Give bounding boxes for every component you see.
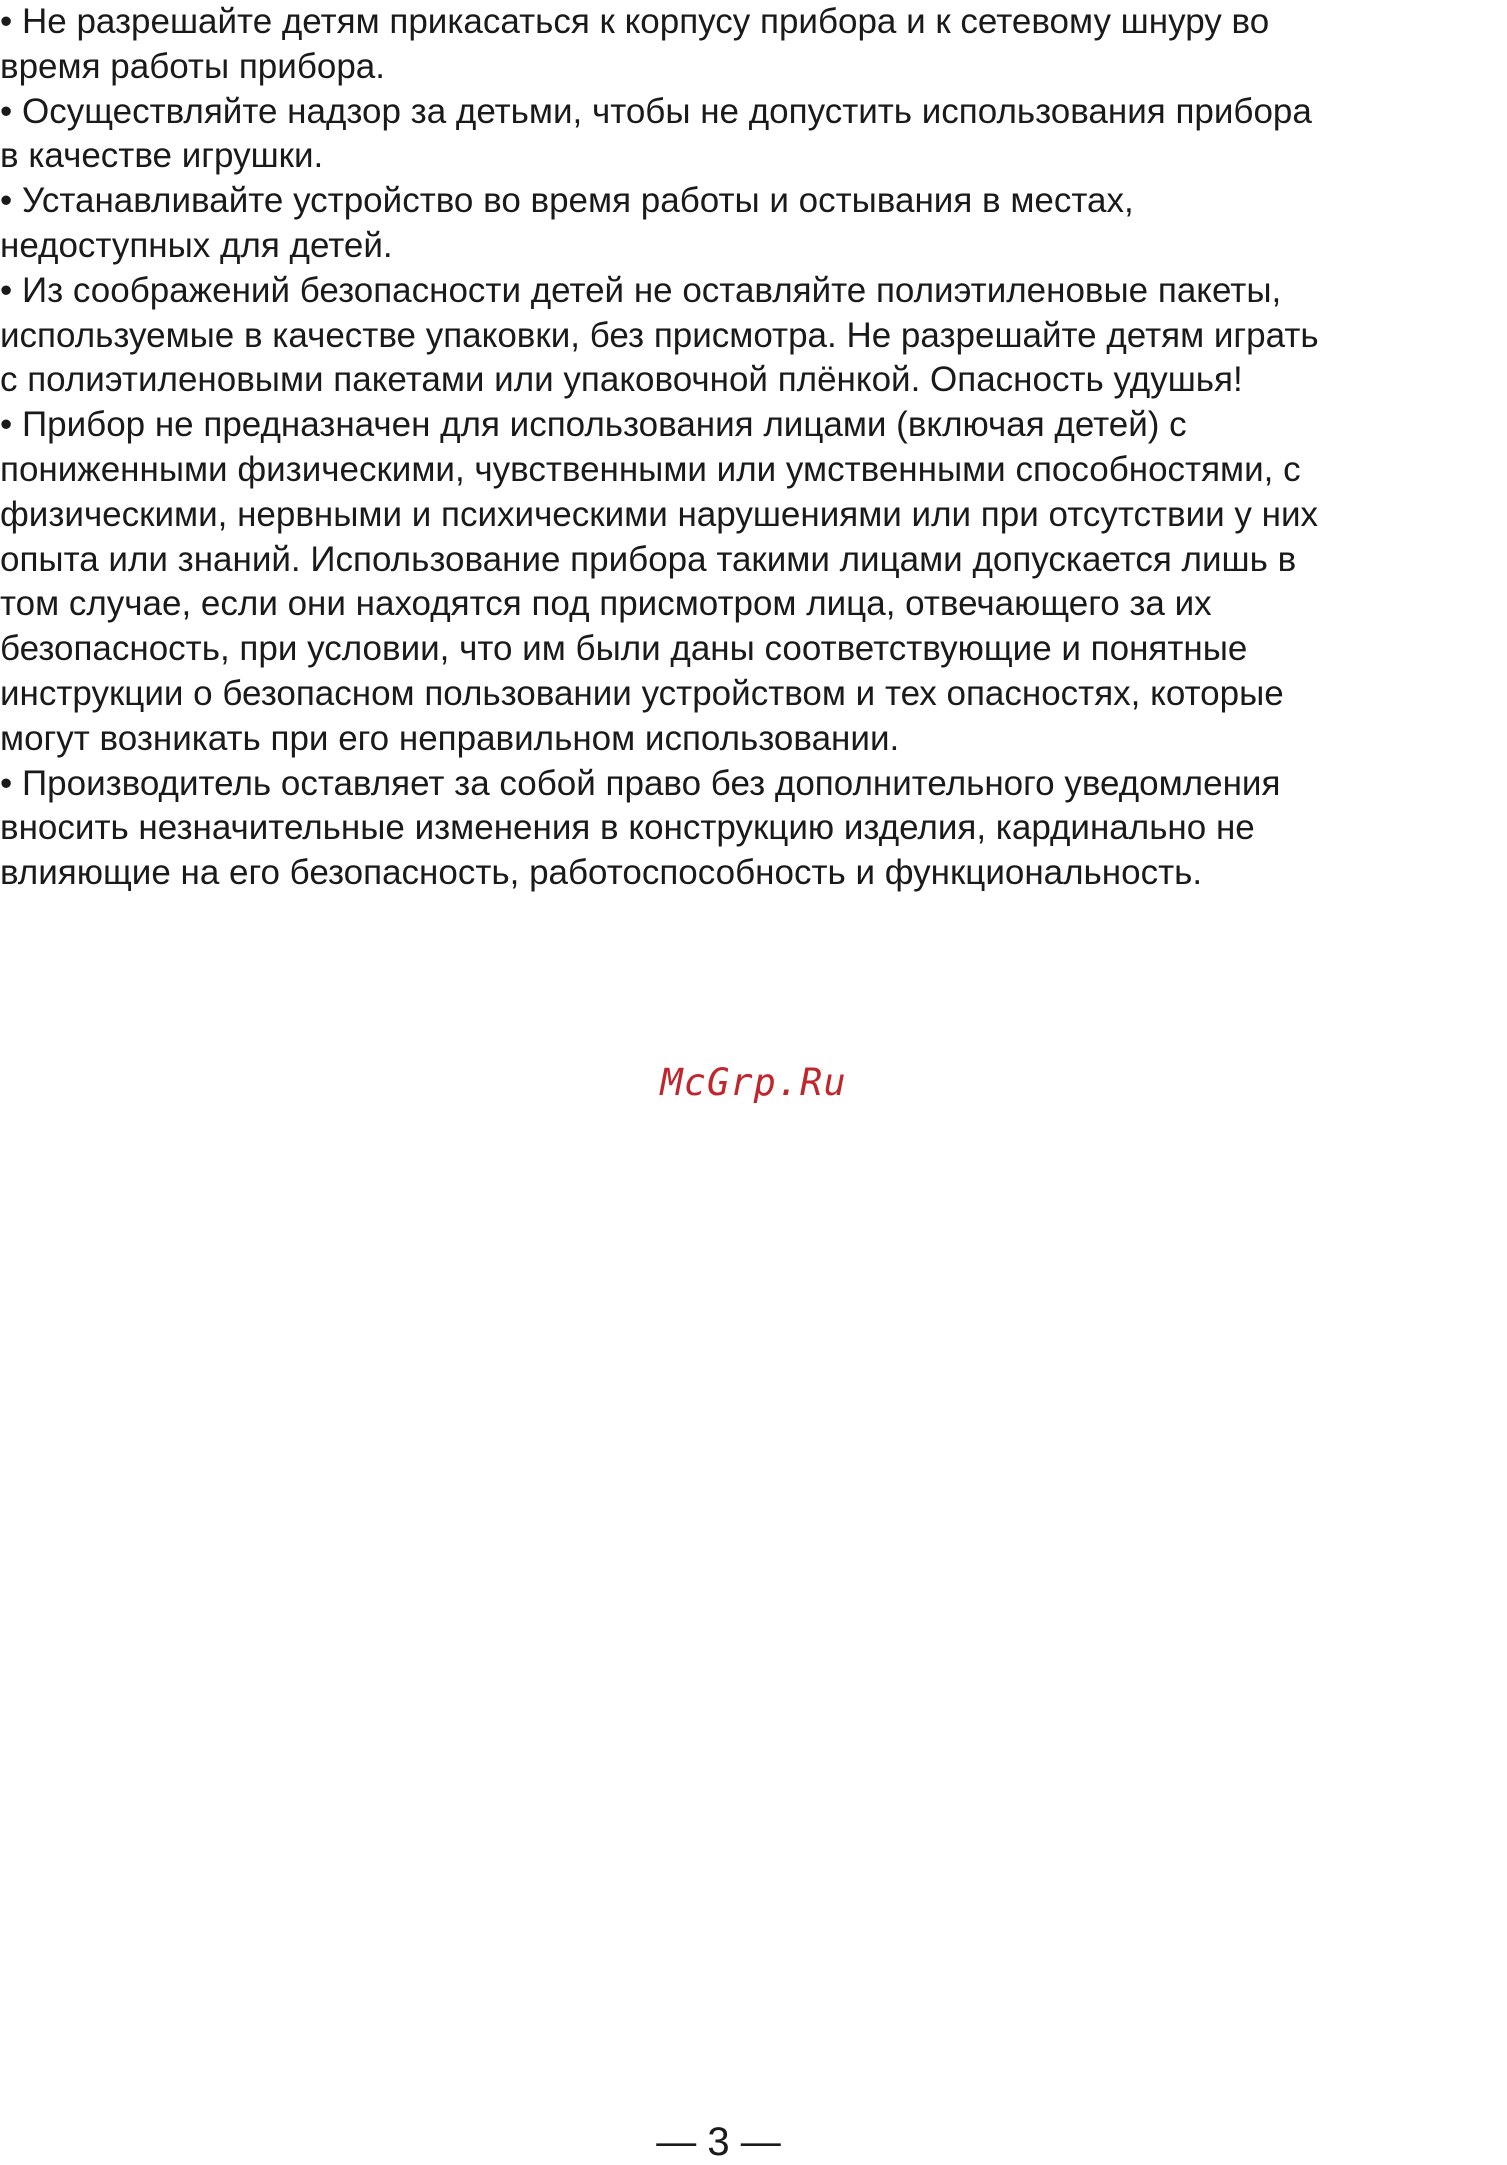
- text-line: • Из соображений безопасности детей не оставляйте полиэтиленовые пакеты,: [0, 270, 1282, 310]
- text-line: время работы прибора.: [0, 46, 385, 86]
- text-line: • Прибор не предназначен для использования лицами (включая детей) с: [0, 405, 1187, 445]
- text-line: с полиэтиленовыми пакетами или упаковочной плёнкой. Опасность удушья!: [0, 360, 1243, 400]
- text-line: используемые в качестве упаковки, без присмотра. Не разрешайте детям играть: [0, 315, 1319, 355]
- text-line: • Осуществляйте надзор за детьми, чтобы не допустить использования прибора: [0, 91, 1312, 131]
- page-number: — 3 —: [656, 2120, 781, 2164]
- text-line: • Устанавливайте устройство во время работы и остывания в местах,: [0, 181, 1134, 221]
- text-line: могут возникать при его неправильном использовании.: [0, 718, 900, 758]
- text-line: опыта или знаний. Использование прибора такими лицами допускается лишь в: [0, 539, 1297, 579]
- text-line: • Производитель оставляет за собой право без дополнительного уведомления: [0, 763, 1281, 803]
- text-line: в качестве игрушки.: [0, 136, 324, 176]
- text-line: недоступных для детей.: [0, 225, 393, 265]
- document-body: [0, 0, 1507, 896]
- watermark-text: McGrp.Ru: [660, 1061, 847, 1104]
- text-line: вносить незначительные изменения в конструкцию изделия, кардинально не: [0, 808, 1255, 848]
- text-line: влияющие на его безопасность, работоспособность и функциональность.: [0, 853, 1203, 893]
- text-line: том случае, если они находятся под присмотром лица, отвечающего за их: [0, 584, 1212, 624]
- text-line: инструкции о безопасном пользовании устройством и тех опасностях, которые: [0, 673, 1284, 713]
- text-line: физическими, нервными и психическими нарушениями или при отсутствии у них: [0, 494, 1319, 534]
- text-line: • Не разрешайте детям прикасаться к корпусу прибора и к сетевому шнуру во: [0, 2, 1270, 41]
- text-line: безопасность, при условии, что им были даны соответствующие и понятные: [0, 629, 1248, 669]
- text-line: пониженными физическими, чувственными или умственными способностями, с: [0, 449, 1301, 489]
